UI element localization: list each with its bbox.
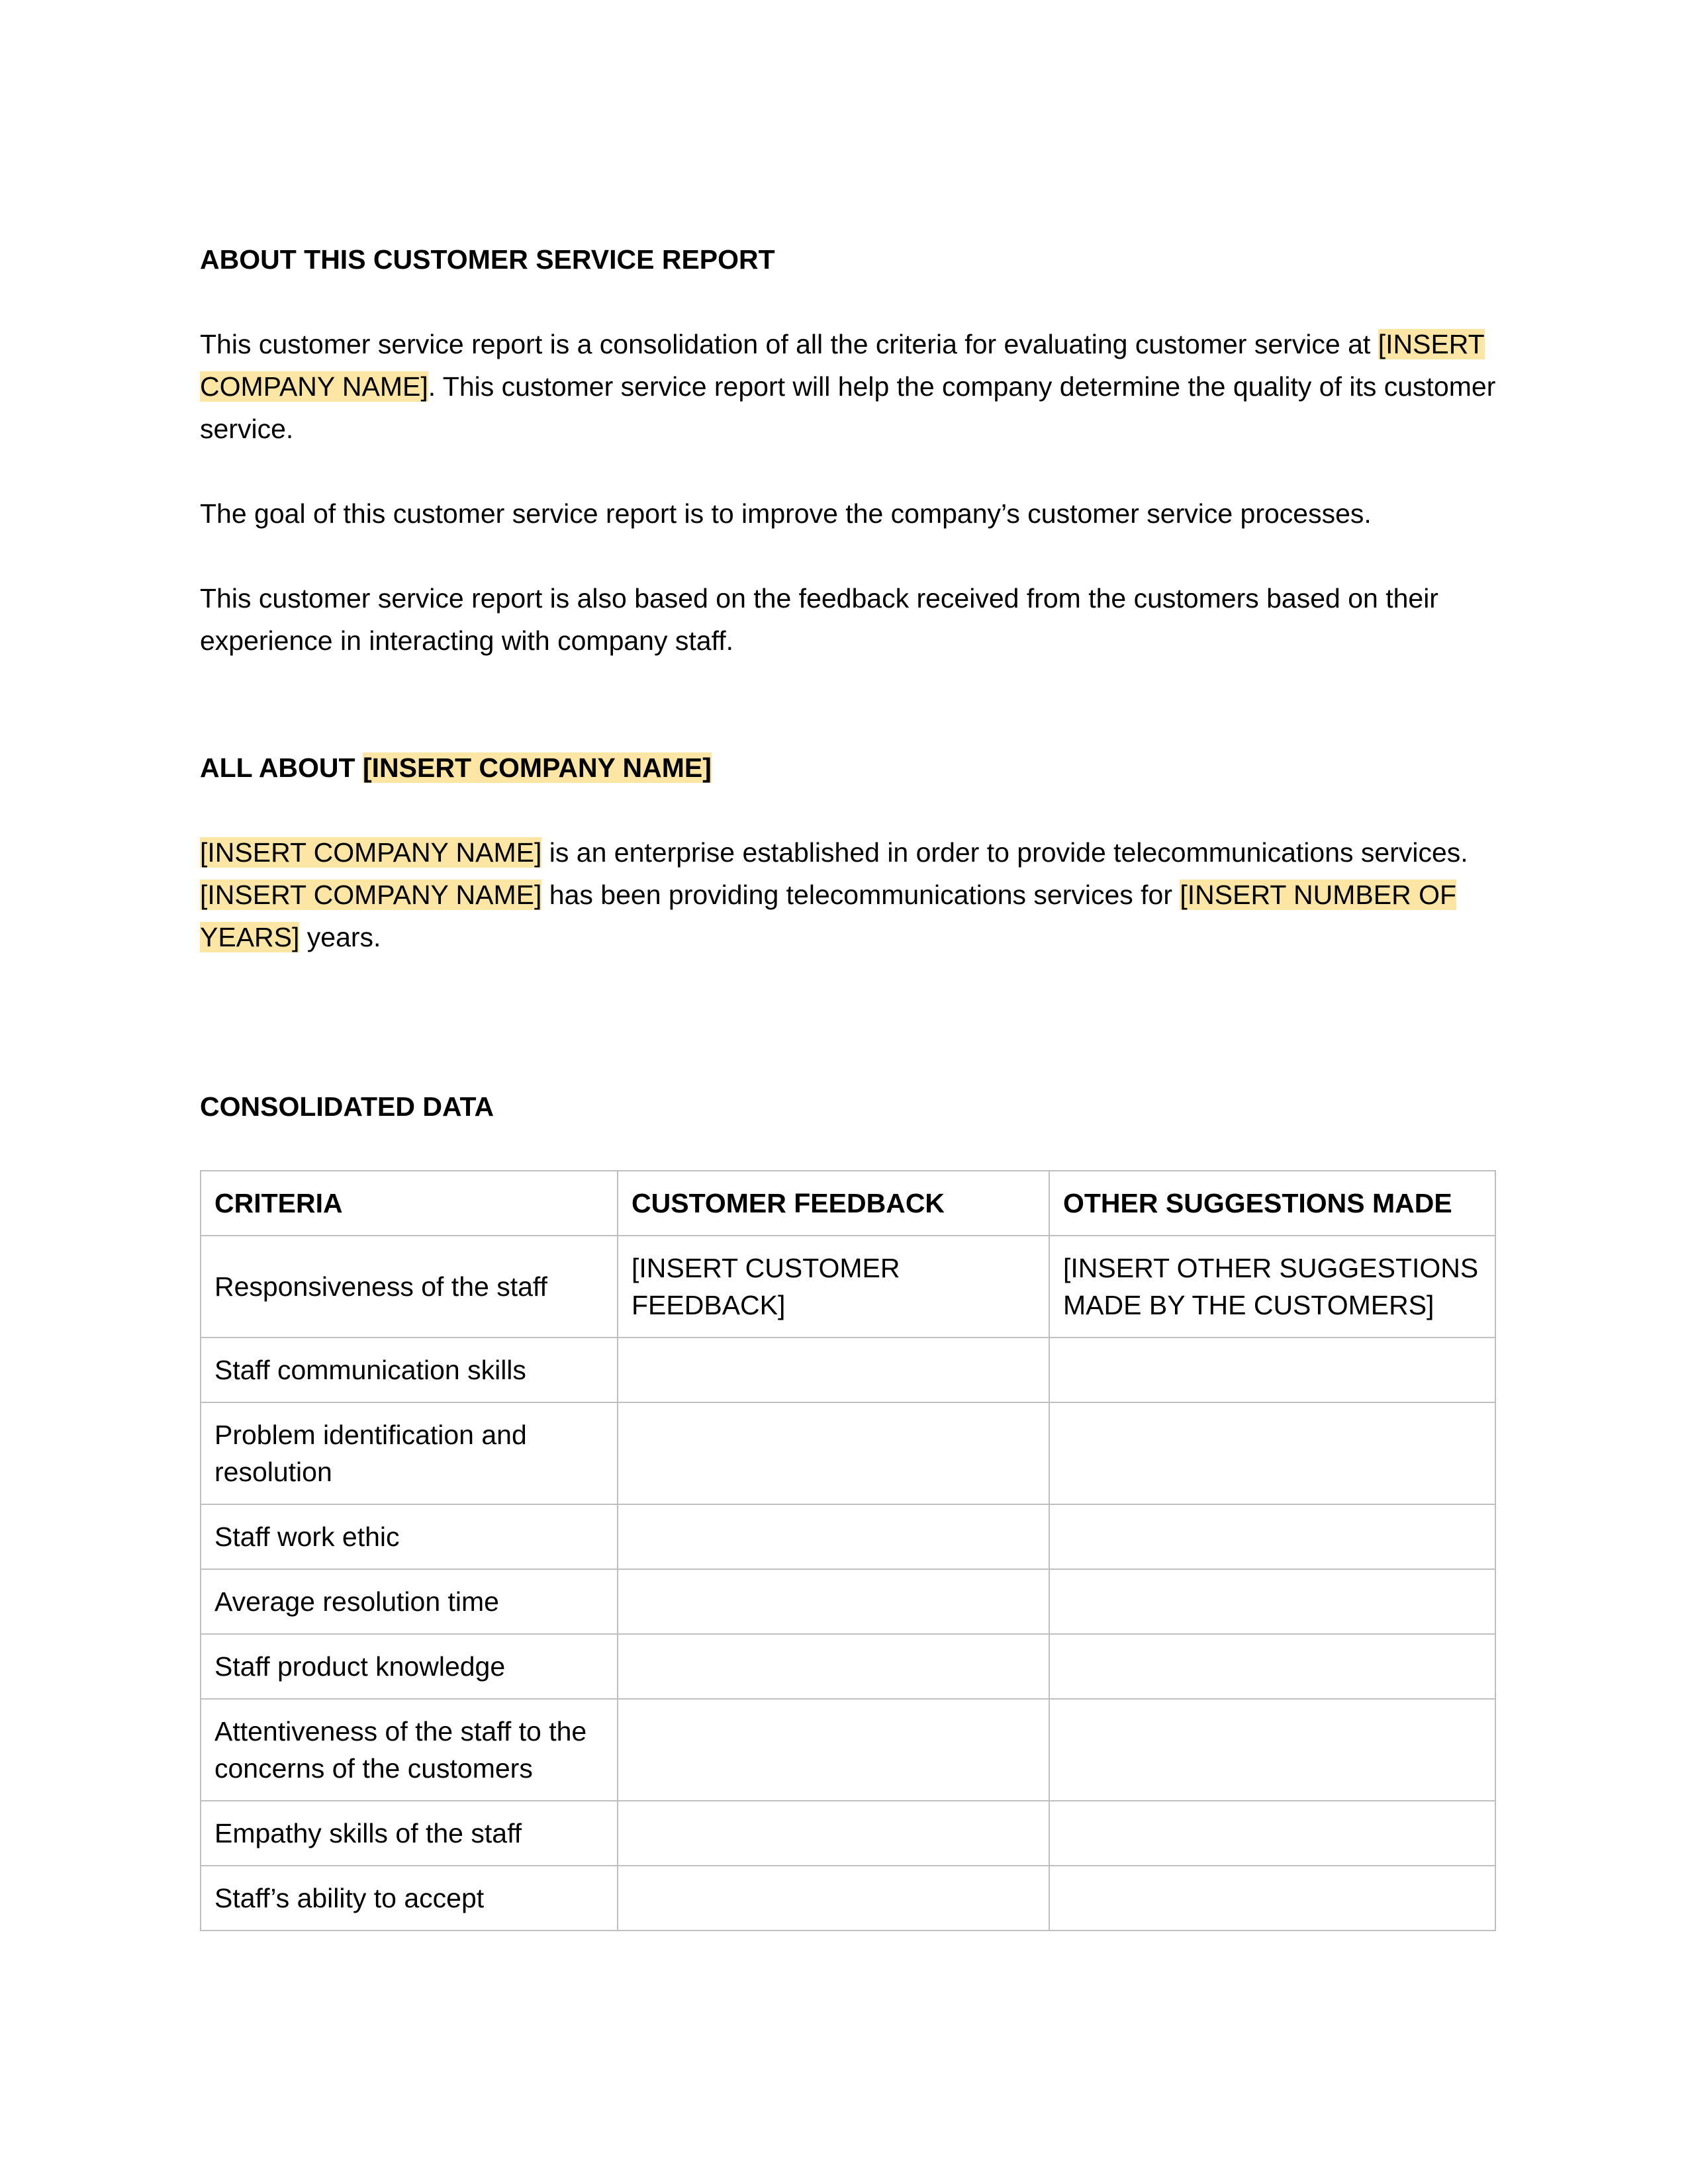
criteria-cell: Empathy skills of the staff	[201, 1801, 618, 1866]
all-about-text-1: is an enterprise established in order to provide telecommunications services.	[541, 837, 1468, 868]
suggestions-cell	[1049, 1402, 1495, 1504]
about-paragraph-1-text-b: . This customer service report will help the company determine the quality of its customer service.	[200, 371, 1496, 444]
table-row	[201, 1801, 1495, 1866]
suggestions-cell	[1049, 1504, 1495, 1569]
criteria-cell: Staff work ethic	[201, 1504, 618, 1569]
criteria-cell: Average resolution time	[201, 1569, 618, 1634]
company-name-placeholder: [INSERT COMPANY NAME]	[200, 837, 542, 868]
table-row	[201, 1402, 1495, 1504]
company-name-placeholder: [INSERT COMPANY NAME]	[200, 329, 1485, 402]
suggestions-cell: [INSERT OTHER SUGGESTIONS MADE BY THE CUSTOMERS]	[1049, 1236, 1495, 1338]
table-row	[201, 1866, 1495, 1931]
all-about-heading-prefix: ALL ABOUT	[200, 752, 363, 783]
criteria-cell: Attentiveness of the staff to the concerns of the customers	[201, 1699, 618, 1801]
about-paragraph-1-text-a: This customer service report is a consolidation of all the criteria for evaluating customer service at	[200, 329, 1378, 359]
table-row	[201, 1504, 1495, 1569]
all-about-heading	[200, 747, 1497, 789]
table-row	[201, 1236, 1495, 1338]
all-about-text-3: years.	[299, 922, 381, 952]
company-name-placeholder: [INSERT COMPANY NAME]	[200, 880, 542, 910]
feedback-cell: [INSERT CUSTOMER FEEDBACK]	[618, 1236, 1049, 1338]
about-paragraph-1	[200, 323, 1497, 450]
suggestions-cell	[1049, 1338, 1495, 1402]
consolidated-data-table	[200, 1170, 1496, 1931]
table-row	[201, 1569, 1495, 1634]
about-paragraph-2: The goal of this customer service report is to improve the company’s customer service processes.	[200, 498, 1372, 529]
document-page	[200, 238, 1497, 1931]
consolidated-heading: CONSOLIDATED DATA	[200, 1091, 494, 1122]
column-header-other-suggestions: OTHER SUGGESTIONS MADE	[1049, 1171, 1495, 1236]
table-row	[201, 1699, 1495, 1801]
about-heading: ABOUT THIS CUSTOMER SERVICE REPORT	[200, 244, 775, 275]
suggestions-cell	[1049, 1801, 1495, 1866]
all-about-paragraph	[200, 831, 1497, 958]
column-header-criteria: CRITERIA	[201, 1171, 618, 1236]
years-placeholder: [INSERT NUMBER OF YEARS]	[200, 880, 1457, 952]
feedback-cell	[618, 1338, 1049, 1402]
feedback-cell	[618, 1504, 1049, 1569]
criteria-cell: Staff communication skills	[201, 1338, 618, 1402]
about-paragraph-3: This customer service report is also based on the feedback received from the customers based on their experience in interacting with company staff.	[200, 583, 1438, 656]
feedback-cell	[618, 1634, 1049, 1699]
company-name-placeholder: [INSERT COMPANY NAME]	[362, 752, 712, 783]
column-header-customer-feedback: CUSTOMER FEEDBACK	[618, 1171, 1049, 1236]
suggestions-cell	[1049, 1569, 1495, 1634]
suggestions-cell	[1049, 1866, 1495, 1931]
criteria-cell: Responsiveness of the staff	[201, 1236, 618, 1338]
table-row	[201, 1634, 1495, 1699]
feedback-cell	[618, 1801, 1049, 1866]
suggestions-cell	[1049, 1699, 1495, 1801]
criteria-cell: Problem identification and resolution	[201, 1402, 618, 1504]
criteria-cell: Staff’s ability to accept	[201, 1866, 618, 1931]
feedback-cell	[618, 1866, 1049, 1931]
table-header-row	[201, 1171, 1495, 1236]
all-about-text-2: has been providing telecommunications services for	[541, 880, 1180, 910]
criteria-cell: Staff product knowledge	[201, 1634, 618, 1699]
table-row	[201, 1338, 1495, 1402]
feedback-cell	[618, 1402, 1049, 1504]
suggestions-cell	[1049, 1634, 1495, 1699]
feedback-cell	[618, 1699, 1049, 1801]
feedback-cell	[618, 1569, 1049, 1634]
